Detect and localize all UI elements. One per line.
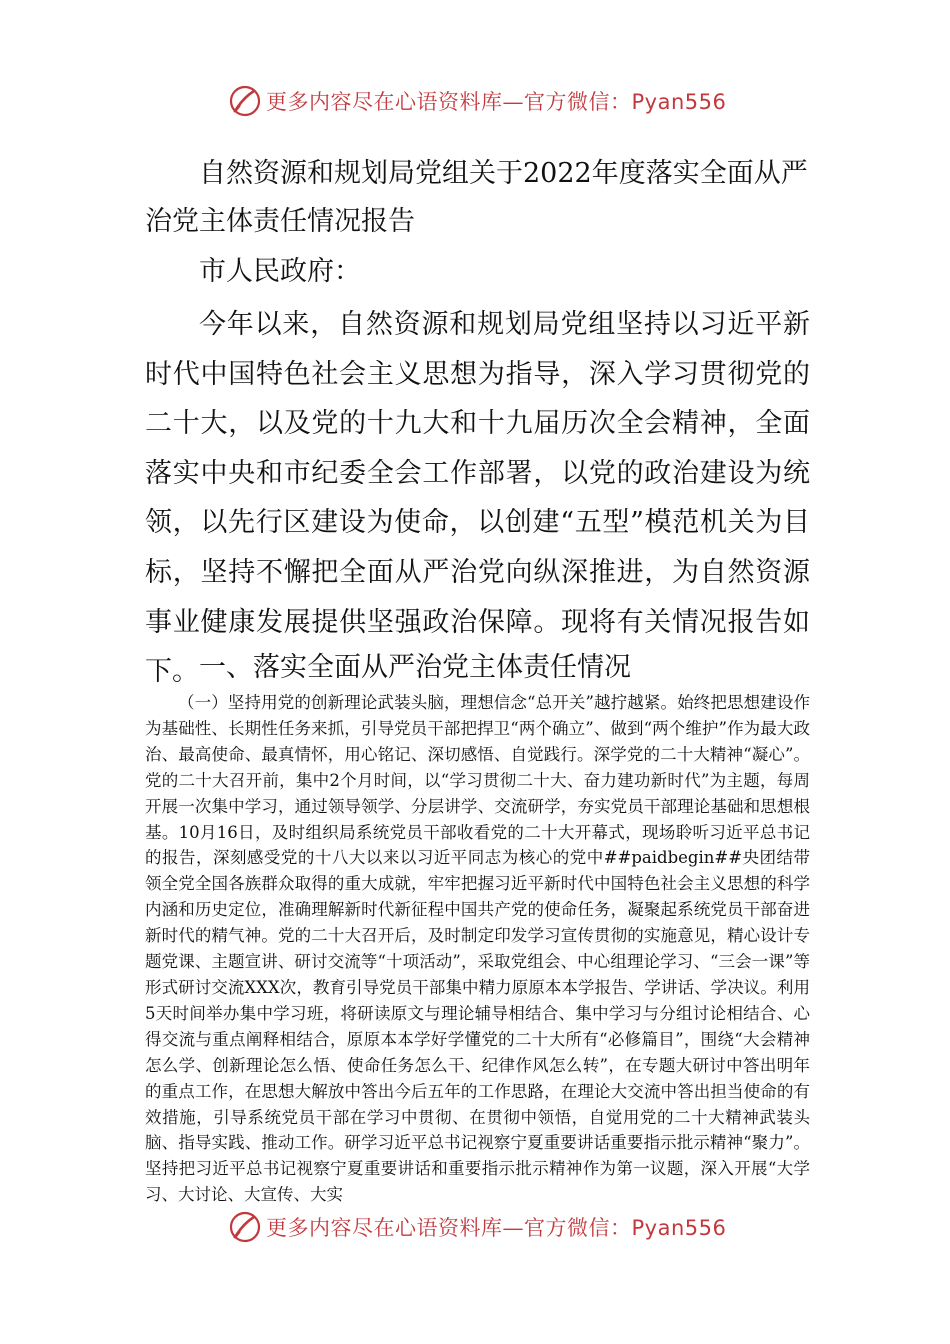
brush-logo-icon — [228, 84, 262, 118]
banner-account: Pyan556 — [631, 90, 727, 114]
body-paragraph: （一）坚持用党的创新理论武装头脑，理想信念“总开关”越拧越紧。始终把思想建设作为基础性、长期性任务来抓，引导党员干部把捍卫“两个确立”、做到“两个维护”作为最大政治、最高使命、最真情怀，用心铭记、深切感悟、自觉践行。深学党的二十大精神“凝心”。党的二十大召开前，集中2个月时间，以“学习贯彻二十大、奋力建功新时代”为主题，每周开展一次集中学习，通过领导领学、分层讲学、交流研学，夯实党员干部理论基础和思想根基。10月16日，及时组织局系统党员干部收看党的二十大开幕式，现场聆听习近平总书记的报告，深刻感受党的十八大以来以习近平同志为核心的党中##paidbegin##央团结带领全党全国各族群众取得的重大成就，牢牢把握习近平新时代中国特色社会主义思想的科学内涵和历史定位，准确理解新时代新征程中国共产党的使命任务，凝聚起系统党员干部奋进新时代的精气神。党的二十大召开后，及时制定印发学习宣传贯彻的实施意见，精心设计专题党课、主题宣讲、研讨交流等“十项活动”，采取党组会、中心组理论学习、“三会一课”等形式研讨交流XXX次，教育引导党员干部集中精力原原本本学报告、学讲话、学决议。利用5天时间举办集中学习班，将研读原文与理论辅导相结合、集中学习与分组讨论相结合、心得交流与重点阐释相结合，原原本本学好学懂党的二十大所有“必修篇目”，围绕“大会精神怎么学、创新理论怎么悟、使命任务怎么干、纪律作风怎么转”，在专题大研讨中答出明年的重点工作，在思想大解放中答出今后五年的工作思路，在理论大交流中答出担当使命的有效措施，引导系统党员干部在学习中贯彻、在贯彻中领悟，自觉用党的二十大精神武装头脑、指导实践、推动工作。研学习近平总书记视察宁夏重要讲话重要指示批示精神“聚力”。坚持把习近平总书记视察宁夏重要讲话和重要指示批示精神作为第一议题，深入开展“大学习、大讨论、大宣传、大实 — [145, 693, 810, 1205]
header-banner — [228, 84, 726, 118]
brush-logo-icon — [228, 1210, 262, 1244]
banner-text: 更多内容尽在心语资料库—官方微信：Pyan556 — [266, 1216, 727, 1240]
banner-text: 更多内容尽在心语资料库—官方微信：Pyan556 — [266, 90, 727, 114]
banner-account: Pyan556 — [631, 1216, 727, 1240]
section-heading: 一、落实全面从严治党主体责任情况 — [199, 652, 631, 683]
intro-paragraph: 今年以来，自然资源和规划局党组坚持以习近平新时代中国特色社会主义思想为指导，深入学习贯彻党的二十大，以及党的十九大和十九届历次全会精神，全面落实中央和市纪委全会工作部署，以党的政治建设为统领，以先行区建设为使命，以创建“五型”模范机关为目标，坚持不懈把全面从严治党向纵深推进，为自然资源事业健康发展提供坚强政治保障。现将有关情况报告如下。 — [145, 309, 810, 688]
footer-banner — [228, 1210, 726, 1244]
salutation: 市人民政府： — [199, 256, 361, 287]
document-title: 自然资源和规划局党组关于2022年度落实全面从严治党主体责任情况报告 — [145, 158, 808, 237]
